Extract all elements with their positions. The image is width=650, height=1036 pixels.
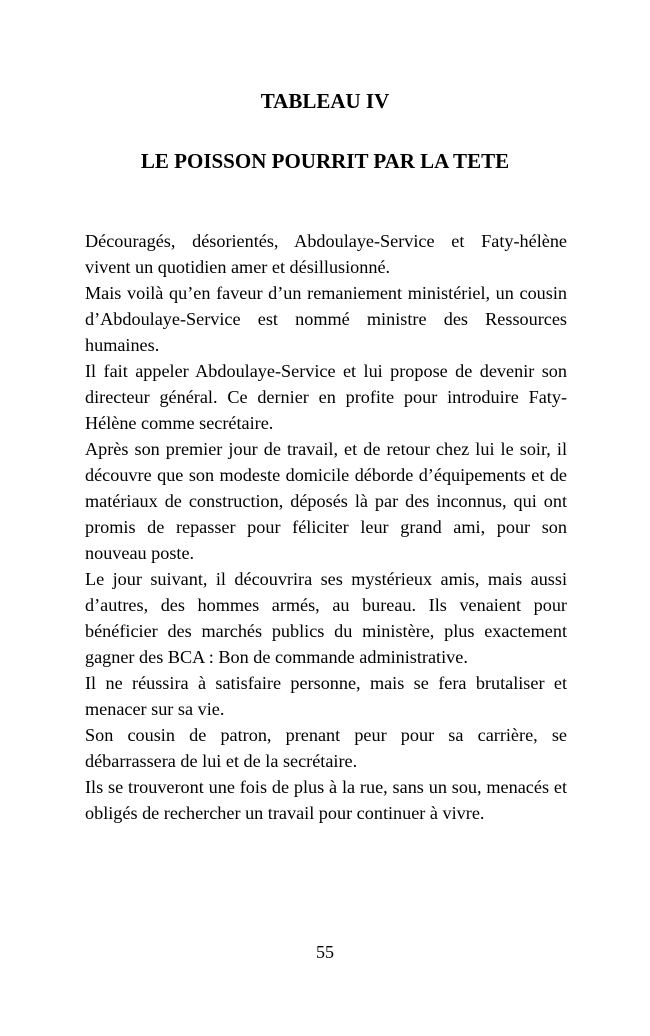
paragraph: Le jour suivant, il découvrira ses mystérieux amis, mais aussi d’autres, des hommes armés, au bureau. Ils venaient pour bénéficier des marchés publics du ministère, plus exactement gagner des BCA : Bon de commande administrative. (85, 569, 567, 667)
chapter-title: LE POISSON POURRIT PAR LA TETE (140, 149, 510, 173)
body-text (85, 228, 567, 826)
paragraph: Ils se trouveront une fois de plus à la rue, sans un sou, menacés et obligés de rechercher un travail pour continuer à vivre. (85, 777, 567, 823)
paragraph: Il fait appeler Abdoulaye-Service et lui propose de devenir son directeur général. Ce dernier en profite pour introduire Faty-Hélène comme secrétaire. (85, 361, 567, 433)
paragraph: Découragés, désorientés, Abdoulaye-Service et Faty-hélène vivent un quotidien amer et désillusionné. (85, 231, 567, 277)
paragraph: Son cousin de patron, prenant peur pour sa carrière, se débarrassera de lui et de la secrétaire. (85, 725, 567, 771)
paragraph: Mais voilà qu’en faveur d’un remaniement ministériel, un cousin d’Abdoulaye-Service est nommé ministre des Ressources humaines. (85, 283, 567, 355)
page-number: 55 (316, 942, 334, 962)
chapter-heading: TABLEAU IV (260, 89, 390, 113)
paragraph: Il ne réussira à satisfaire personne, mais se fera brutaliser et menacer sur sa vie. (85, 673, 567, 719)
paragraph: Après son premier jour de travail, et de retour chez lui le soir, il découvre que son modeste domicile déborde d’équipements et de matériaux de construction, déposés là par des inconnus, qui ont promis de repasser pour féliciter leur grand ami, pour son nouveau poste. (85, 439, 567, 563)
